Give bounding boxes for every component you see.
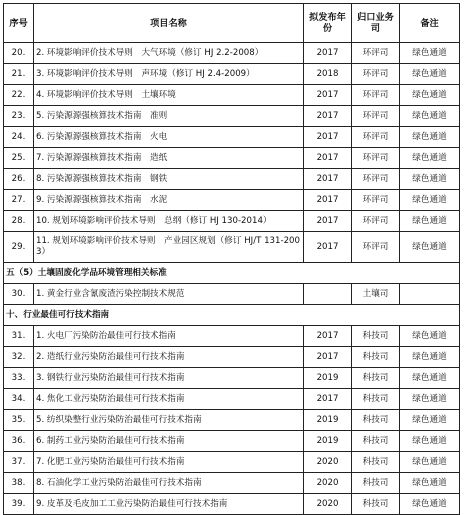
row-dept: 环评司	[352, 85, 400, 106]
table-row	[4, 127, 460, 148]
row-year: 2019	[304, 431, 352, 452]
row-name: 11. 规划环境影响评价技术导则 产业园区规划（修订 HJ/T 131-2003）	[34, 232, 304, 263]
row-number: 25.	[4, 148, 34, 169]
row-number: 30.	[4, 284, 34, 305]
row-year: 2017	[304, 190, 352, 211]
table-row	[4, 106, 460, 127]
row-number: 32.	[4, 347, 34, 368]
row-note: 绿色通道	[400, 389, 460, 410]
table-row	[4, 148, 460, 169]
row-dept: 环评司	[352, 43, 400, 64]
row-dept: 环评司	[352, 148, 400, 169]
row-number: 26.	[4, 169, 34, 190]
row-note: 绿色通道	[400, 106, 460, 127]
table-row	[4, 190, 460, 211]
table-row	[4, 211, 460, 232]
row-number: 20.	[4, 43, 34, 64]
row-dept: 环评司	[352, 106, 400, 127]
row-name: 9. 皮革及毛皮加工工业污染防治最佳可行技术指南	[34, 494, 304, 515]
row-note: 绿色通道	[400, 347, 460, 368]
row-year: 2017	[304, 347, 352, 368]
row-year: 2017	[304, 148, 352, 169]
table-row	[4, 368, 460, 389]
row-name: 4. 焦化工业污染防治最佳可行技术指南	[34, 389, 304, 410]
row-name: 5. 纺织染整行业污染防治最佳可行技术指南	[34, 410, 304, 431]
row-dept: 环评司	[352, 169, 400, 190]
row-note: 绿色通道	[400, 169, 460, 190]
table-row	[4, 431, 460, 452]
row-number: 37.	[4, 452, 34, 473]
header-no: 序号	[4, 4, 34, 43]
row-year	[304, 284, 352, 305]
row-dept: 科技司	[352, 389, 400, 410]
header-year: 拟发布年份	[304, 4, 352, 43]
row-year: 2019	[304, 368, 352, 389]
row-number: 31.	[4, 326, 34, 347]
table-body	[4, 43, 460, 515]
row-year: 2017	[304, 232, 352, 263]
row-name: 10. 规划环境影响评价技术导则 总纲（修订 HJ 130-2014）	[34, 211, 304, 232]
row-number: 23.	[4, 106, 34, 127]
row-number: 29.	[4, 232, 34, 263]
row-name: 3. 钢铁行业污染防治最佳可行技术指南	[34, 368, 304, 389]
row-number: 39.	[4, 494, 34, 515]
row-number: 35.	[4, 410, 34, 431]
row-note: 绿色通道	[400, 410, 460, 431]
row-note: 绿色通道	[400, 148, 460, 169]
table-row	[4, 452, 460, 473]
row-dept: 环评司	[352, 64, 400, 85]
row-number: 24.	[4, 127, 34, 148]
row-note: 绿色通道	[400, 473, 460, 494]
row-note: 绿色通道	[400, 232, 460, 263]
row-year: 2020	[304, 473, 352, 494]
row-dept: 环评司	[352, 127, 400, 148]
row-year: 2017	[304, 389, 352, 410]
table-row	[4, 232, 460, 263]
row-dept: 土壤司	[352, 284, 400, 305]
row-dept: 科技司	[352, 347, 400, 368]
row-dept: 科技司	[352, 368, 400, 389]
row-note: 绿色通道	[400, 368, 460, 389]
row-year: 2017	[304, 43, 352, 64]
section-title: 十、行业最佳可行技术指南	[4, 305, 460, 326]
section-row	[4, 305, 460, 326]
table-row	[4, 410, 460, 431]
row-year: 2017	[304, 169, 352, 190]
row-note: 绿色通道	[400, 211, 460, 232]
table-row	[4, 389, 460, 410]
table-row	[4, 284, 460, 305]
row-note	[400, 284, 460, 305]
table-row	[4, 473, 460, 494]
row-year: 2019	[304, 410, 352, 431]
row-name: 6. 制药工业污染防治最佳可行技术指南	[34, 431, 304, 452]
row-year: 2017	[304, 106, 352, 127]
row-note: 绿色通道	[400, 85, 460, 106]
table-row	[4, 494, 460, 515]
row-note: 绿色通道	[400, 190, 460, 211]
row-note: 绿色通道	[400, 431, 460, 452]
row-number: 21.	[4, 64, 34, 85]
row-year: 2017	[304, 326, 352, 347]
row-note: 绿色通道	[400, 127, 460, 148]
row-name: 2. 造纸行业污染防治最佳可行技术指南	[34, 347, 304, 368]
table-row	[4, 85, 460, 106]
row-name: 8. 石油化学工业污染防治最佳可行技术指南	[34, 473, 304, 494]
row-note: 绿色通道	[400, 452, 460, 473]
row-number: 38.	[4, 473, 34, 494]
row-dept: 科技司	[352, 326, 400, 347]
row-dept: 科技司	[352, 473, 400, 494]
row-year: 2017	[304, 211, 352, 232]
row-name: 1. 火电厂污染防治最佳可行技术指南	[34, 326, 304, 347]
header-note: 备注	[400, 4, 460, 43]
row-number: 36.	[4, 431, 34, 452]
row-number: 28.	[4, 211, 34, 232]
standards-table	[3, 3, 460, 515]
row-name: 7. 化肥工业污染防治最佳可行技术指南	[34, 452, 304, 473]
row-name: 3. 环境影响评价技术导则 声环境（修订 HJ 2.4-2009）	[34, 64, 304, 85]
row-dept: 科技司	[352, 494, 400, 515]
row-dept: 环评司	[352, 211, 400, 232]
table-row	[4, 347, 460, 368]
row-dept: 科技司	[352, 452, 400, 473]
row-number: 34.	[4, 389, 34, 410]
row-year: 2017	[304, 127, 352, 148]
header-name: 项目名称	[34, 4, 304, 43]
row-year: 2018	[304, 64, 352, 85]
row-dept: 科技司	[352, 431, 400, 452]
row-dept: 环评司	[352, 232, 400, 263]
row-note: 绿色通道	[400, 64, 460, 85]
table-row	[4, 326, 460, 347]
row-dept: 环评司	[352, 190, 400, 211]
row-number: 33.	[4, 368, 34, 389]
row-note: 绿色通道	[400, 494, 460, 515]
row-name: 9. 污染源源强核算技术指南 水泥	[34, 190, 304, 211]
row-note: 绿色通道	[400, 326, 460, 347]
header-dept: 归口业务司	[352, 4, 400, 43]
row-name: 7. 污染源源强核算技术指南 造纸	[34, 148, 304, 169]
row-name: 5. 污染源源强核算技术指南 准则	[34, 106, 304, 127]
table-row	[4, 64, 460, 85]
table-row	[4, 43, 460, 64]
row-name: 8. 污染源源强核算技术指南 钢铁	[34, 169, 304, 190]
row-year: 2020	[304, 452, 352, 473]
row-name: 2. 环境影响评价技术导则 大气环境（修订 HJ 2.2-2008）	[34, 43, 304, 64]
section-row	[4, 263, 460, 284]
row-number: 22.	[4, 85, 34, 106]
row-year: 2017	[304, 85, 352, 106]
row-name: 1. 黄金行业含氰废渣污染控制技术规范	[34, 284, 304, 305]
row-dept: 科技司	[352, 410, 400, 431]
table-header	[4, 4, 460, 43]
row-year: 2020	[304, 494, 352, 515]
row-note: 绿色通道	[400, 43, 460, 64]
row-name: 4. 环境影响评价技术导则 土壤环境	[34, 85, 304, 106]
row-number: 27.	[4, 190, 34, 211]
table-row	[4, 169, 460, 190]
header-row	[4, 4, 460, 43]
section-title: 五（5）土壤固废化学品环境管理相关标准	[4, 263, 460, 284]
row-name: 6. 污染源源强核算技术指南 火电	[34, 127, 304, 148]
